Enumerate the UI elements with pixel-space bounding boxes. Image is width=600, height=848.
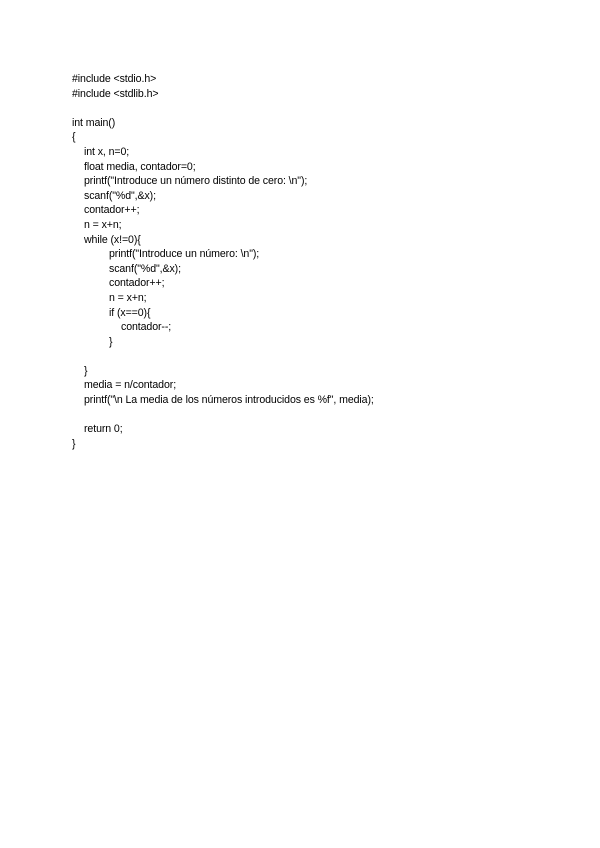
code-line-media-calc: media = n/contador;: [84, 379, 177, 392]
code-block: [72, 72, 374, 451]
code-line-if: if (x==0){: [109, 306, 151, 319]
code-line-while-n-sum: n = x+n;: [109, 291, 147, 304]
code-line-printf-prompt: printf("Introduce un número distinto de cero: \n");: [84, 175, 308, 188]
code-line-if-close: }: [109, 335, 113, 348]
code-line-int-decl: int x, n=0;: [84, 145, 130, 158]
code-line-include-stdlib: #include <stdlib.h>: [72, 87, 159, 100]
code-line-main: int main(): [72, 116, 116, 129]
code-line-float-decl: float media, contador=0;: [84, 160, 196, 173]
code-line-contador-inc: contador++;: [84, 204, 140, 217]
code-line-scanf: scanf("%d",&x);: [84, 189, 156, 202]
code-line-blank: [72, 408, 374, 423]
code-line-while: while (x!=0){: [84, 233, 141, 246]
code-line-contador-dec: contador--;: [121, 321, 172, 334]
code-line-while-close: }: [84, 364, 88, 377]
code-line-blank: [72, 349, 374, 364]
code-line-close-brace: }: [72, 437, 76, 450]
code-line-while-contador-inc: contador++;: [109, 277, 165, 290]
code-line-printf-result: printf("\n La media de los números introducidos es %f", media);: [84, 394, 374, 407]
code-line-return: return 0;: [84, 423, 123, 436]
code-line-include-stdio: #include <stdio.h>: [72, 73, 157, 85]
code-line-while-scanf: scanf("%d",&x);: [109, 262, 181, 275]
code-line-open-brace: {: [72, 131, 76, 144]
code-line-n-sum: n = x+n;: [84, 218, 122, 231]
code-line-blank: [72, 101, 374, 116]
code-line-while-printf: printf("Introduce un número: \n");: [109, 248, 260, 261]
